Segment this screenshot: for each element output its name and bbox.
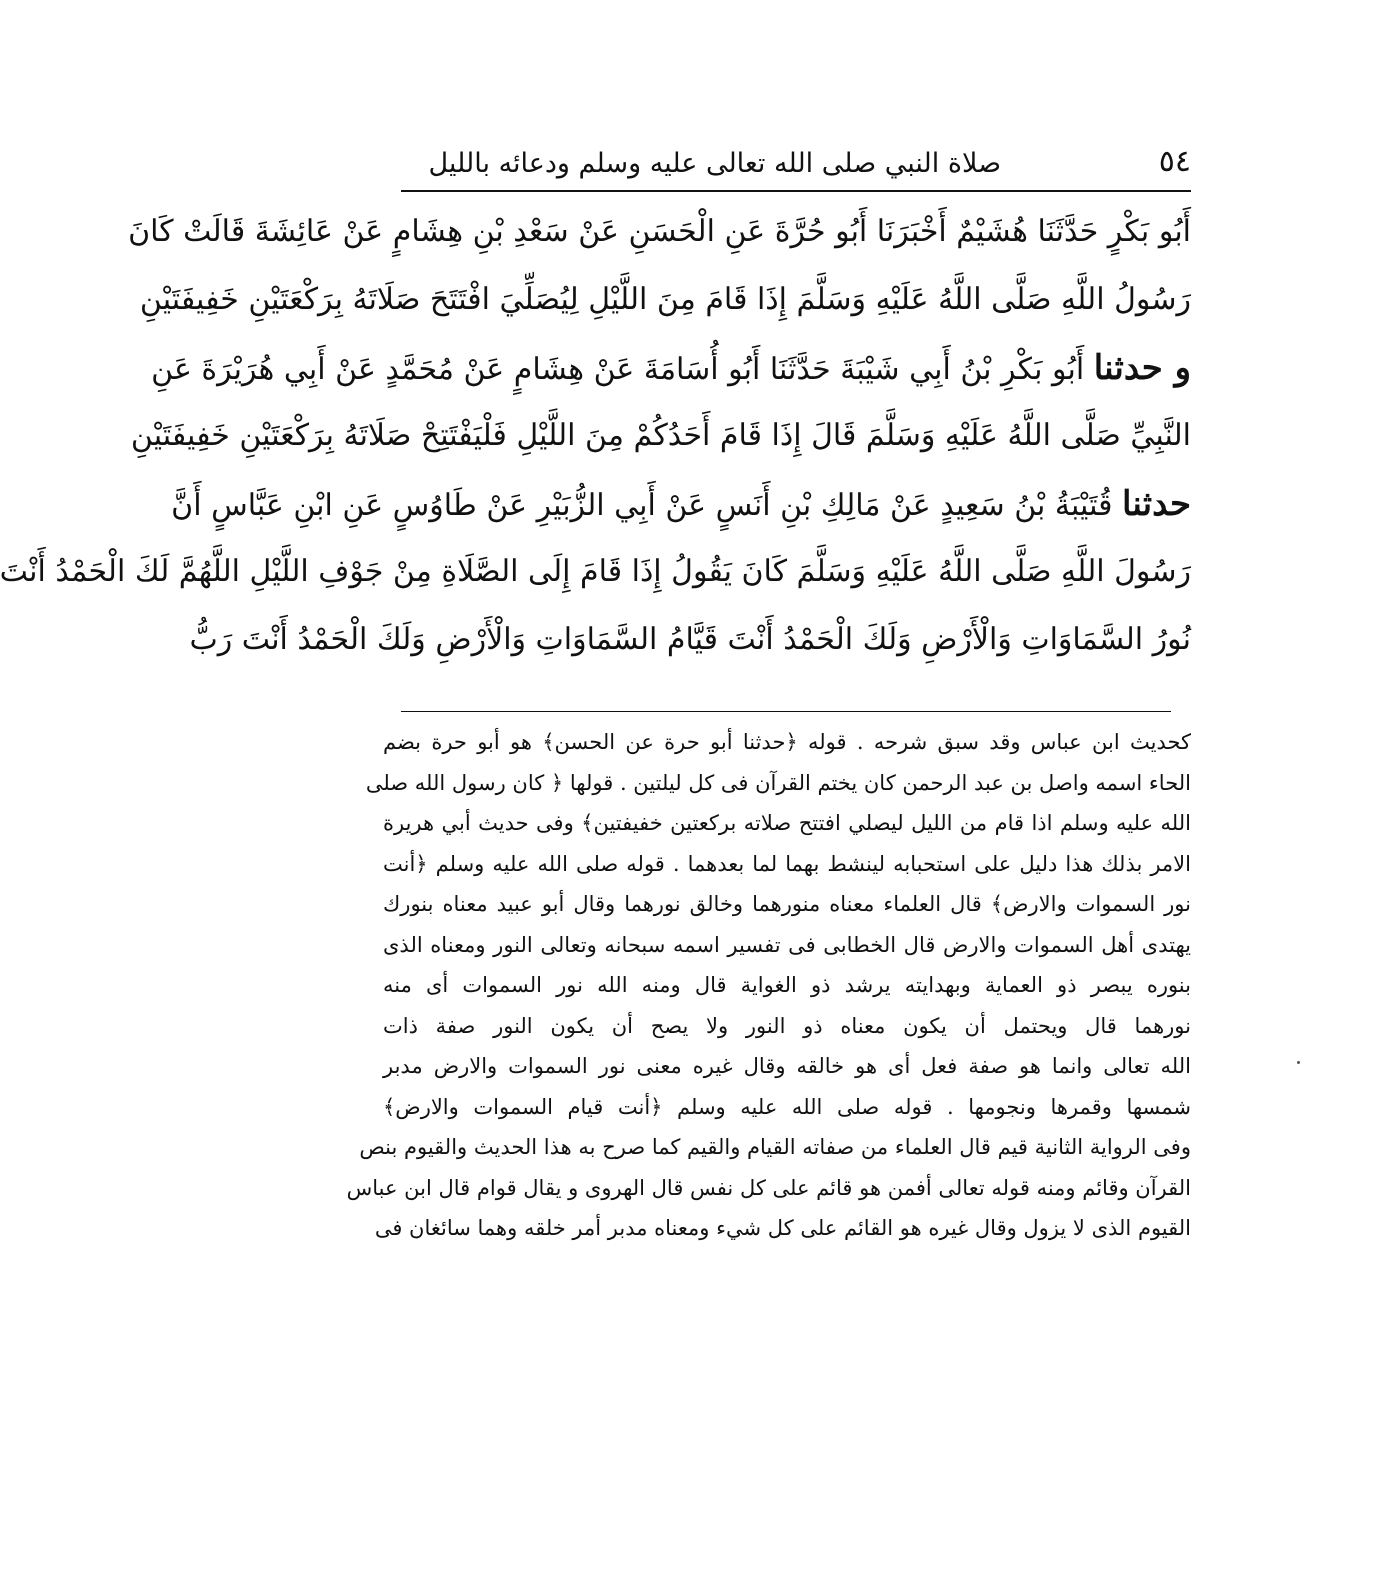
page-header <box>401 140 1191 188</box>
commentary-line: الحاء اسمه واصل بن عبد الرحمن كان يختم القرآن فى كل ليلتين . قولها ﴿ كان رسول الله صلى <box>365 770 1191 795</box>
hadith-line-6 <box>0 538 1191 606</box>
hadith-keyword: حدثنا <box>1122 484 1191 524</box>
hadith-line-4-text: النَّبِيِّ صَلَّى اللَّهُ عَلَيْهِ وَسَلَّمَ قَالَ إِذَا قَامَ أَحَدُكُمْ مِنَ اللَّيْلِ فَلْيَفْتَتِحْ صَلَاتَهُ بِرَكْعَتَيْنِ خَفِيفَتَيْنِ <box>130 418 1191 453</box>
hadith-line-7 <box>189 606 1191 674</box>
running-title: صلاة النبي صلى الله تعالى عليه وسلم ودعائه بالليل <box>428 148 1001 179</box>
commentary-line: الله عليه وسلم اذا قام من الليل ليصلي افتتح صلاته بركعتين خفيفتين﴾ وفى حديث أبي هريرة <box>383 811 1191 835</box>
commentary-line: القرآن وقائم ومنه قوله تعالى أفمن هو قائم على كل نفس قال الهروى و يقال قوام قال ابن عباس <box>346 1175 1191 1200</box>
commentary-line: الامر بذلك هذا دليل على استحبابه لينشط بهما لما بعدهما . قوله صلى الله عليه وسلم ﴿أنت <box>383 851 1191 876</box>
hadith-line-5 <box>171 470 1191 538</box>
hadith-line-3-text: أَبُو بَكْرِ بْنُ أَبِي شَيْبَةَ حَدَّثَنَا أَبُو أُسَامَةَ عَنْ هِشَامٍ عَنْ مُحَمَّدٍ عَنْ أَبِي هُرَيْرَةَ عَنِ <box>151 352 1085 387</box>
commentary-line: كحديث ابن عباس وقد سبق شرحه . قوله ﴿حدثنا أبو حرة عن الحسن﴾ هو أبو حرة بضم <box>383 730 1191 754</box>
page-number: ٥٤ <box>1158 144 1191 179</box>
hadith-line-3 <box>151 334 1191 402</box>
hadith-line-7-text: نُورُ السَّمَاوَاتِ وَالْأَرْضِ وَلَكَ الْحَمْدُ أَنْتَ قَيَّامُ السَّمَاوَاتِ وَالْأَرْضِ وَلَكَ الْحَمْدُ أَنْتَ رَبُّ <box>189 622 1191 657</box>
footnote-rule <box>401 711 1171 712</box>
hadith-text <box>0 198 1191 674</box>
hadith-line-1 <box>128 198 1191 266</box>
hadith-line-2-text: رَسُولُ اللَّهِ صَلَّى اللَّهُ عَلَيْهِ وَسَلَّمَ إِذَا قَامَ مِنَ اللَّيْلِ لِيُصَلِّيَ افْتَتَحَ صَلَاتَهُ بِرَكْعَتَيْنِ خَفِيفَتَيْنِ <box>139 282 1191 317</box>
hadith-line-6-text: رَسُولَ اللَّهِ صَلَّى اللَّهُ عَلَيْهِ وَسَلَّمَ كَانَ يَقُولُ إِذَا قَامَ إِلَى الصَّلَاةِ مِنْ جَوْفِ اللَّيْلِ اللَّهُمَّ لَكَ الْحَمْدُ أَنْتَ <box>0 554 1191 589</box>
commentary-line: بنوره يبصر ذو العماية وبهدايته يرشد ذو الغواية قال ومنه الله نور السموات أى منه <box>383 973 1191 997</box>
commentary-line: وفى الرواية الثانية قيم قال العلماء من صفاته القيام والقيم كما صرح به هذا الحديث والقيوم بنص <box>359 1135 1191 1159</box>
commentary-line: الله تعالى وانما هو صفة فعل أى هو خالقه وقال غيره معنى نور السموات والارض مدبر <box>383 1054 1191 1078</box>
commentary-line: شمسها وقمرها ونجومها . قوله صلى الله عليه وسلم ﴿أنت قيام السموات والارض﴾ <box>383 1094 1191 1119</box>
commentary-line: نورهما قال ويحتمل أن يكون معناه ذو النور ولا يصح أن يكون النور صفة ذات <box>383 1013 1191 1038</box>
hadith-line-2 <box>139 266 1191 334</box>
hadith-line-1-text: أَبُو بَكْرٍ حَدَّثَنَا هُشَيْمٌ أَخْبَرَنَا أَبُو حُرَّةَ عَنِ الْحَسَنِ عَنْ سَعْدِ بْنِ هِشَامٍ عَنْ عَائِشَةَ قَالَتْ كَانَ <box>128 214 1191 249</box>
hadith-keyword: و حدثنا <box>1093 348 1191 388</box>
commentary-text <box>346 722 1191 1249</box>
commentary-line: نور السموات والارض﴾ قال العلماء معناه منورهما وخالق نورهما وقال أبو عبيد معناه بنورك <box>383 892 1191 916</box>
commentary-line: يهتدى أهل السموات والارض قال الخطابى فى تفسير اسمه سبحانه وتعالى النور ومعناه الذى <box>383 932 1191 957</box>
commentary-line: القيوم الذى لا يزول وقال غيره هو القائم على كل شيء ومعناه مدبر أمر خلقه وهما سائغان فى <box>374 1216 1191 1240</box>
margin-speck <box>1297 1061 1300 1064</box>
header-rule <box>401 190 1191 192</box>
hadith-line-4 <box>130 402 1191 470</box>
hadith-line-5-text: قُتَيْبَةُ بْنُ سَعِيدٍ عَنْ مَالِكِ بْنِ أَنَسٍ عَنْ أَبِي الزُّبَيْرِ عَنْ طَاوُسٍ عَنِ ابْنِ عَبَّاسٍ أَنَّ <box>171 488 1113 523</box>
